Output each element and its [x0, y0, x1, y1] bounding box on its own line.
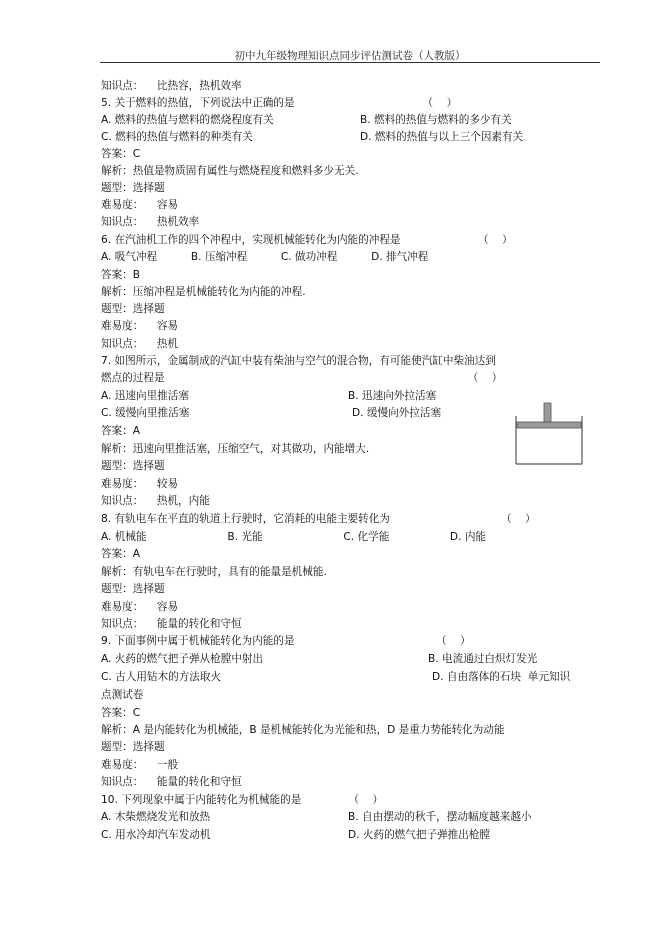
text-line: 9. 下面事例中属于机械能转化为内能的是 （ ） [101, 635, 471, 647]
text-line: 难易度： 容易 [101, 320, 179, 332]
text-line: 难易度： 较易 [101, 478, 179, 490]
option-right: D. 燃料的热值与以上三个因素有关 [360, 131, 524, 143]
text-line: A. 火药的燃气把子弹从枪膛中射出 [101, 653, 264, 665]
header-rule [100, 62, 600, 63]
text-line: 题型：选择题 [101, 182, 165, 194]
option-right: B. 迅速向外拉活塞 [348, 390, 437, 402]
option-right: D. 缓慢向外拉活塞 [352, 407, 442, 419]
text-line: 解析：迅速向里推活塞，压缩空气，对其做功，内能增大. [101, 443, 370, 455]
text-line: 知识点： 能量的转化和守恒 [101, 618, 242, 630]
text-line: A. 木柴燃烧发光和放热 [101, 811, 211, 823]
text-line: 题型：选择题 [101, 460, 165, 472]
text-line: 6. 在汽油机工作的四个冲程中，实现机械能转化为内能的冲程是 （ ） [101, 234, 513, 246]
text-line: 题型：选择题 [101, 583, 165, 595]
text-line: 5. 关于燃料的热值，下列说法中正确的是 （ ） [101, 97, 458, 109]
text-line: A. 迅速向里推活塞 [101, 390, 189, 402]
text-line: 难易度： 容易 [101, 601, 179, 613]
text-line: 难易度： 容易 [101, 199, 179, 211]
text-line: 10. 下列现象中属于内能转化为机械能的是 （ ） [101, 794, 384, 806]
cylinder-piston-diagram [514, 402, 584, 466]
text-line: C. 燃料的热值与燃料的种类有关 [101, 131, 253, 143]
text-line: A. 燃料的热值与燃料的燃烧程度有关 [101, 114, 274, 126]
option-right: B. 自由摆动的秋千，摆动幅度越来越小 [348, 811, 532, 823]
text-line: 解析：有轨电车在行驶时，具有的能量是机械能. [101, 566, 327, 578]
option-right: D. 自由落体的石块 单元知识 [432, 671, 571, 683]
text-line: 答案：C [101, 707, 141, 719]
text-line: C. 用水冷却汽车发动机 [101, 829, 211, 841]
text-line: 知识点： 能量的转化和守恒 [101, 776, 242, 788]
text-line: 点测试卷 [101, 689, 144, 701]
text-line: 答案：C [101, 148, 141, 160]
text-line: 8. 有轨电车在平直的轨道上行驶时，它消耗的电能主要转化为 （ ） [101, 513, 536, 525]
text-line: 知识点： 热机 [101, 338, 179, 350]
option-right: D. 火药的燃气把子弹推出枪膛 [348, 829, 491, 841]
text-line: 题型：选择题 [101, 303, 165, 315]
text-line: 燃点的过程是 （ ） [101, 372, 503, 384]
text-line: C. 古人用钻木的方法取火 [101, 671, 222, 683]
text-line: 题型：选择题 [101, 741, 165, 753]
text-line: C. 缓慢向里推活塞 [101, 407, 190, 419]
text-line: 知识点： 热机，内能 [101, 495, 210, 507]
text-line: 解析：热值是物质固有属性与燃烧程度和燃料多少无关. [101, 165, 359, 177]
text-line: 答案：A [101, 548, 141, 560]
text-line: A. 机械能 B. 光能 C. 化学能 D. 内能 [101, 531, 487, 543]
text-line: 解析：压缩冲程是机械能转化为内能的冲程. [101, 286, 306, 298]
text-line: 解析：A 是内能转化为机械能，B 是机械能转化为光能和热，D 是重力势能转化为动能 [101, 724, 505, 736]
text-line: A. 吸气冲程 B. 压缩冲程 C. 做功冲程 D. 排气冲程 [101, 251, 429, 263]
option-right: B. 燃料的热值与燃料的多少有关 [360, 114, 512, 126]
page-header-title: 初中九年级物理知识点同步评估测试卷（人教版） [234, 50, 466, 62]
text-line: 知识点： 比热容，热机效率 [101, 80, 242, 92]
text-line: 答案：A [101, 425, 141, 437]
text-line: 答案：B [101, 269, 141, 281]
text-line: 知识点： 热机效率 [101, 216, 200, 228]
text-line: 7. 如图所示，金属制成的汽缸中装有柴油与空气的混合物，有可能使汽缸中柴油达到 [101, 355, 496, 367]
text-line: 难易度： 一般 [101, 759, 179, 771]
option-right: B. 电流通过白炽灯发光 [428, 653, 538, 665]
